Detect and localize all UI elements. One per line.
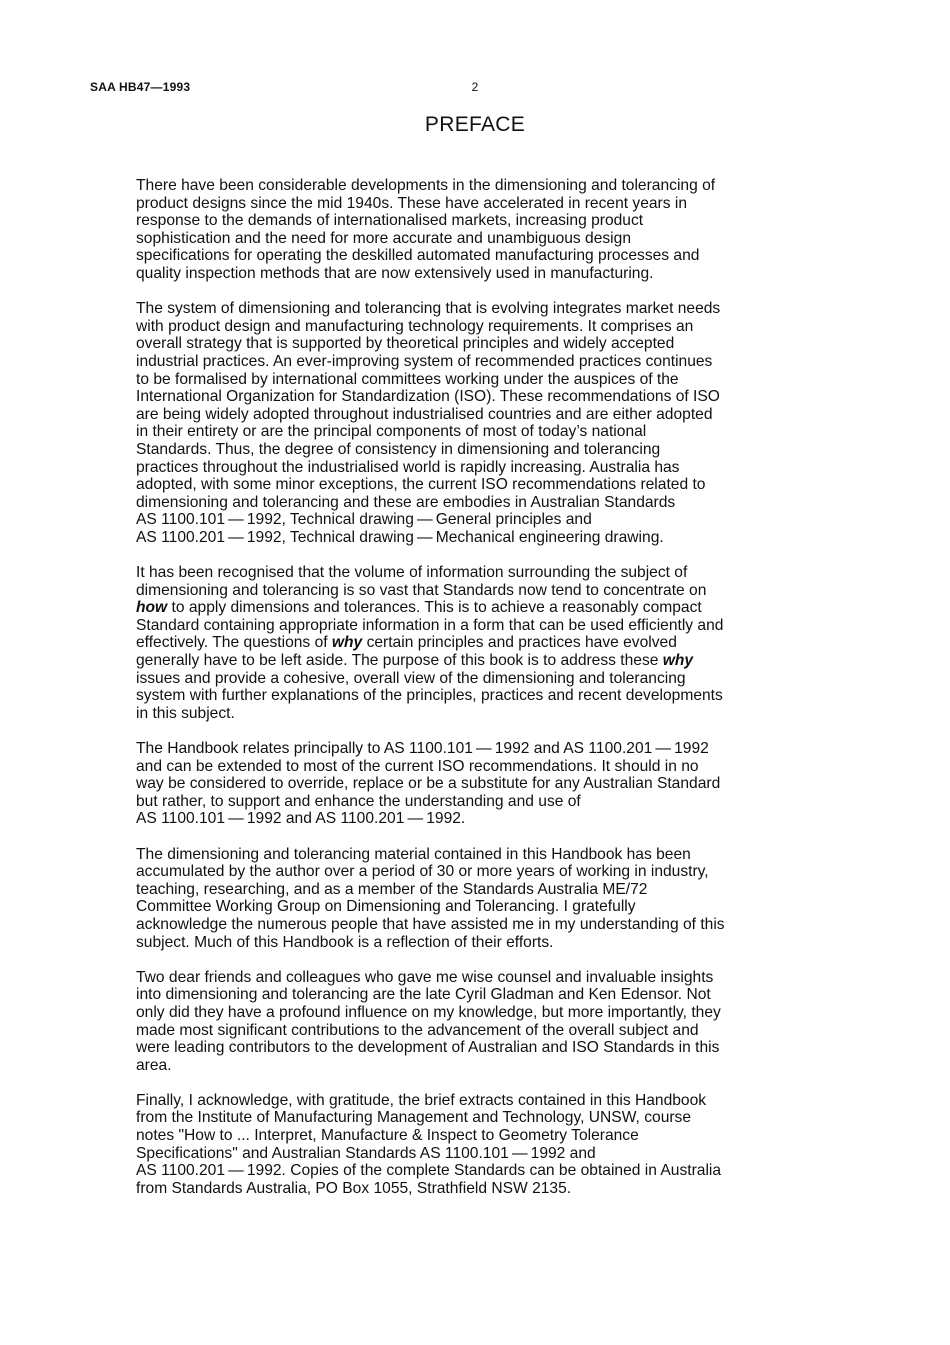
text-line <box>136 335 824 353</box>
text-run: from Standards Australia, PO Box 1055, Strathfield NSW 2135. <box>136 1179 572 1197</box>
text-line <box>136 318 824 336</box>
text-line <box>136 687 824 705</box>
text-run: Finally, I acknowledge, with gratitude, the brief extracts contained in this Handbook <box>136 1091 707 1109</box>
text-line <box>136 652 824 670</box>
text-run: are being widely adopted throughout industrialised countries and are either adopted <box>136 405 713 423</box>
text-line <box>136 599 824 617</box>
text-line <box>136 1145 824 1163</box>
text-run: dimensioning and tolerancing and these are embodies in Australian Standards <box>136 493 676 511</box>
text-line <box>136 230 824 248</box>
text-run: specifications for operating the deskilled automated manufacturing processes and <box>136 247 700 265</box>
text-run: sophistication and the need for more accurate and unambiguous design <box>136 229 631 247</box>
text-line <box>136 634 824 652</box>
text-run: AS 1100.101 — 1992 and AS 1100.201 — 1992. <box>136 810 466 828</box>
text-line <box>136 353 824 371</box>
text-run: response to the demands of internationalised markets, increasing product <box>136 212 644 230</box>
emphasis-text: how <box>136 599 168 617</box>
text-line <box>136 1162 824 1180</box>
text-run: Specifications" and Australian Standards AS 1100.101 — 1992 and <box>136 1144 596 1162</box>
text-line <box>136 846 824 864</box>
text-line <box>136 1022 824 1040</box>
text-run: subject. Much of this Handbook is a reflection of their efforts. <box>136 933 554 951</box>
text-line <box>136 195 824 213</box>
text-line <box>136 441 824 459</box>
text-line <box>136 898 824 916</box>
text-line <box>136 1039 824 1057</box>
text-line <box>136 564 824 582</box>
text-run: in this subject. <box>136 704 235 722</box>
text-run: system with further explanations of the principles, practices and recent developments <box>136 687 723 705</box>
text-run: Two dear friends and colleagues who gave me wise counsel and invaluable insights <box>136 968 714 986</box>
emphasis-text: why <box>662 652 694 670</box>
paragraph <box>136 846 824 952</box>
text-line <box>136 177 824 195</box>
text-line <box>136 511 824 529</box>
text-run: industrial practices. An ever-improving system of recommended practices continues <box>136 352 713 370</box>
text-run: The system of dimensioning and tolerancing that is evolving integrates market needs <box>136 300 721 318</box>
text-run: It has been recognised that the volume of information surrounding the subject of <box>136 564 688 582</box>
text-run: teaching, researching, and as a member of the Standards Australia ME/72 <box>136 880 648 898</box>
text-line <box>136 916 824 934</box>
text-run: issues and provide a cohesive, overall view of the dimensioning and tolerancing <box>136 669 686 687</box>
text-line <box>136 863 824 881</box>
text-run: AS 1100.201 — 1992. Copies of the complete Standards can be obtained in Australia <box>136 1162 722 1180</box>
text-run: International Organization for Standardization (ISO). These recommendations of ISO <box>136 388 720 406</box>
text-line <box>136 459 824 477</box>
text-run: Committee Working Group on Dimensioning and Tolerancing. I gratefully <box>136 898 636 916</box>
text-line <box>136 406 824 424</box>
text-line <box>136 670 824 688</box>
preface-body <box>136 177 824 1215</box>
text-line <box>136 1180 824 1198</box>
text-line <box>136 705 824 723</box>
text-run: to be formalised by international committees working under the auspices of the <box>136 370 679 388</box>
text-line <box>136 1057 824 1075</box>
paragraph <box>136 177 824 283</box>
text-line <box>136 775 824 793</box>
text-line <box>136 1092 824 1110</box>
text-line <box>136 476 824 494</box>
text-run: The dimensioning and tolerancing material contained in this Handbook has been <box>136 845 691 863</box>
text-line <box>136 529 824 547</box>
text-line <box>136 388 824 406</box>
text-run: were leading contributors to the development of Australian and ISO Standards in this <box>136 1039 720 1057</box>
paragraph <box>136 740 824 828</box>
text-line <box>136 986 824 1004</box>
text-line <box>136 371 824 389</box>
page-number: 2 <box>471 80 479 94</box>
text-line <box>136 1109 824 1127</box>
text-run: notes "How to ... Interpret, Manufacture & Inspect to Geometry Tolerance <box>136 1127 639 1145</box>
document-id: SAA HB47—1993 <box>90 80 191 94</box>
paragraph <box>136 564 824 722</box>
text-run: from the Institute of Manufacturing Management and Technology, UNSW, course <box>136 1109 692 1127</box>
text-line <box>136 423 824 441</box>
emphasis-text: why <box>331 634 363 652</box>
text-line <box>136 740 824 758</box>
text-run: There have been considerable developments in the dimensioning and tolerancing of <box>136 177 716 194</box>
text-run: accumulated by the author over a period of 30 or more years of working in industry, <box>136 863 709 881</box>
text-line <box>136 494 824 512</box>
text-run: area. <box>136 1056 172 1074</box>
text-run: to apply dimensions and tolerances. This is to achieve a reasonably compact <box>167 599 702 617</box>
text-run: and can be extended to most of the current ISO recommendations. It should in no <box>136 757 699 775</box>
text-run: into dimensioning and tolerancing are the late Cyril Gladman and Ken Edensor. Not <box>136 986 711 1004</box>
text-run: but rather, to support and enhance the understanding and use of <box>136 792 581 810</box>
text-run: Standard containing appropriate information in a form that can be used efficiently and <box>136 616 724 634</box>
text-run: AS 1100.101 — 1992, Technical drawing — General principles and <box>136 511 592 529</box>
text-run: generally have to be left aside. The purpose of this book is to address these <box>136 652 663 670</box>
text-line <box>136 1127 824 1145</box>
text-run: quality inspection methods that are now extensively used in manufacturing. <box>136 264 654 282</box>
text-run: way be considered to override, replace or be a substitute for any Australian Standard <box>136 775 721 793</box>
text-run: AS 1100.201 — 1992, Technical drawing — Mechanical engineering drawing. <box>136 528 664 546</box>
text-run: adopted, with some minor exceptions, the current ISO recommendations related to <box>136 476 706 494</box>
text-line <box>136 265 824 283</box>
text-run: effectively. The questions of <box>136 634 332 652</box>
paragraph <box>136 969 824 1075</box>
text-line <box>136 247 824 265</box>
text-line <box>136 617 824 635</box>
text-line <box>136 1004 824 1022</box>
text-run: Standards. Thus, the degree of consistency in dimensioning and tolerancing <box>136 440 661 458</box>
text-line <box>136 300 824 318</box>
page-title: PREFACE <box>424 113 526 136</box>
text-line <box>136 934 824 952</box>
text-line <box>136 212 824 230</box>
text-run: The Handbook relates principally to AS 1100.101 — 1992 and AS 1100.201 — 1992 <box>136 740 709 757</box>
text-line <box>136 810 824 828</box>
text-run: in their entirety or are the principal components of most of today’s national <box>136 423 647 441</box>
text-run: certain principles and practices have evolved <box>362 634 677 652</box>
text-line <box>136 969 824 987</box>
text-run: with product design and manufacturing technology requirements. It comprises an <box>136 317 694 335</box>
text-line <box>136 881 824 899</box>
text-run: overall strategy that is supported by theoretical principles and widely accepted <box>136 335 675 353</box>
paragraph <box>136 300 824 546</box>
text-run: made most significant contributions to the advancement of the overall subject and <box>136 1021 699 1039</box>
text-line <box>136 793 824 811</box>
text-run: practices throughout the industrialised world is rapidly increasing. Australia has <box>136 458 680 476</box>
text-line <box>136 582 824 600</box>
paragraph <box>136 1092 824 1198</box>
text-run: acknowledge the numerous people that have assisted me in my understanding of this <box>136 915 725 933</box>
text-run: product designs since the mid 1940s. These have accelerated in recent years in <box>136 194 688 212</box>
text-run: dimensioning and tolerancing is so vast that Standards now tend to concentrate on <box>136 581 707 599</box>
text-run: only did they have a profound influence on my knowledge, but more importantly, they <box>136 1003 721 1021</box>
text-line <box>136 758 824 776</box>
